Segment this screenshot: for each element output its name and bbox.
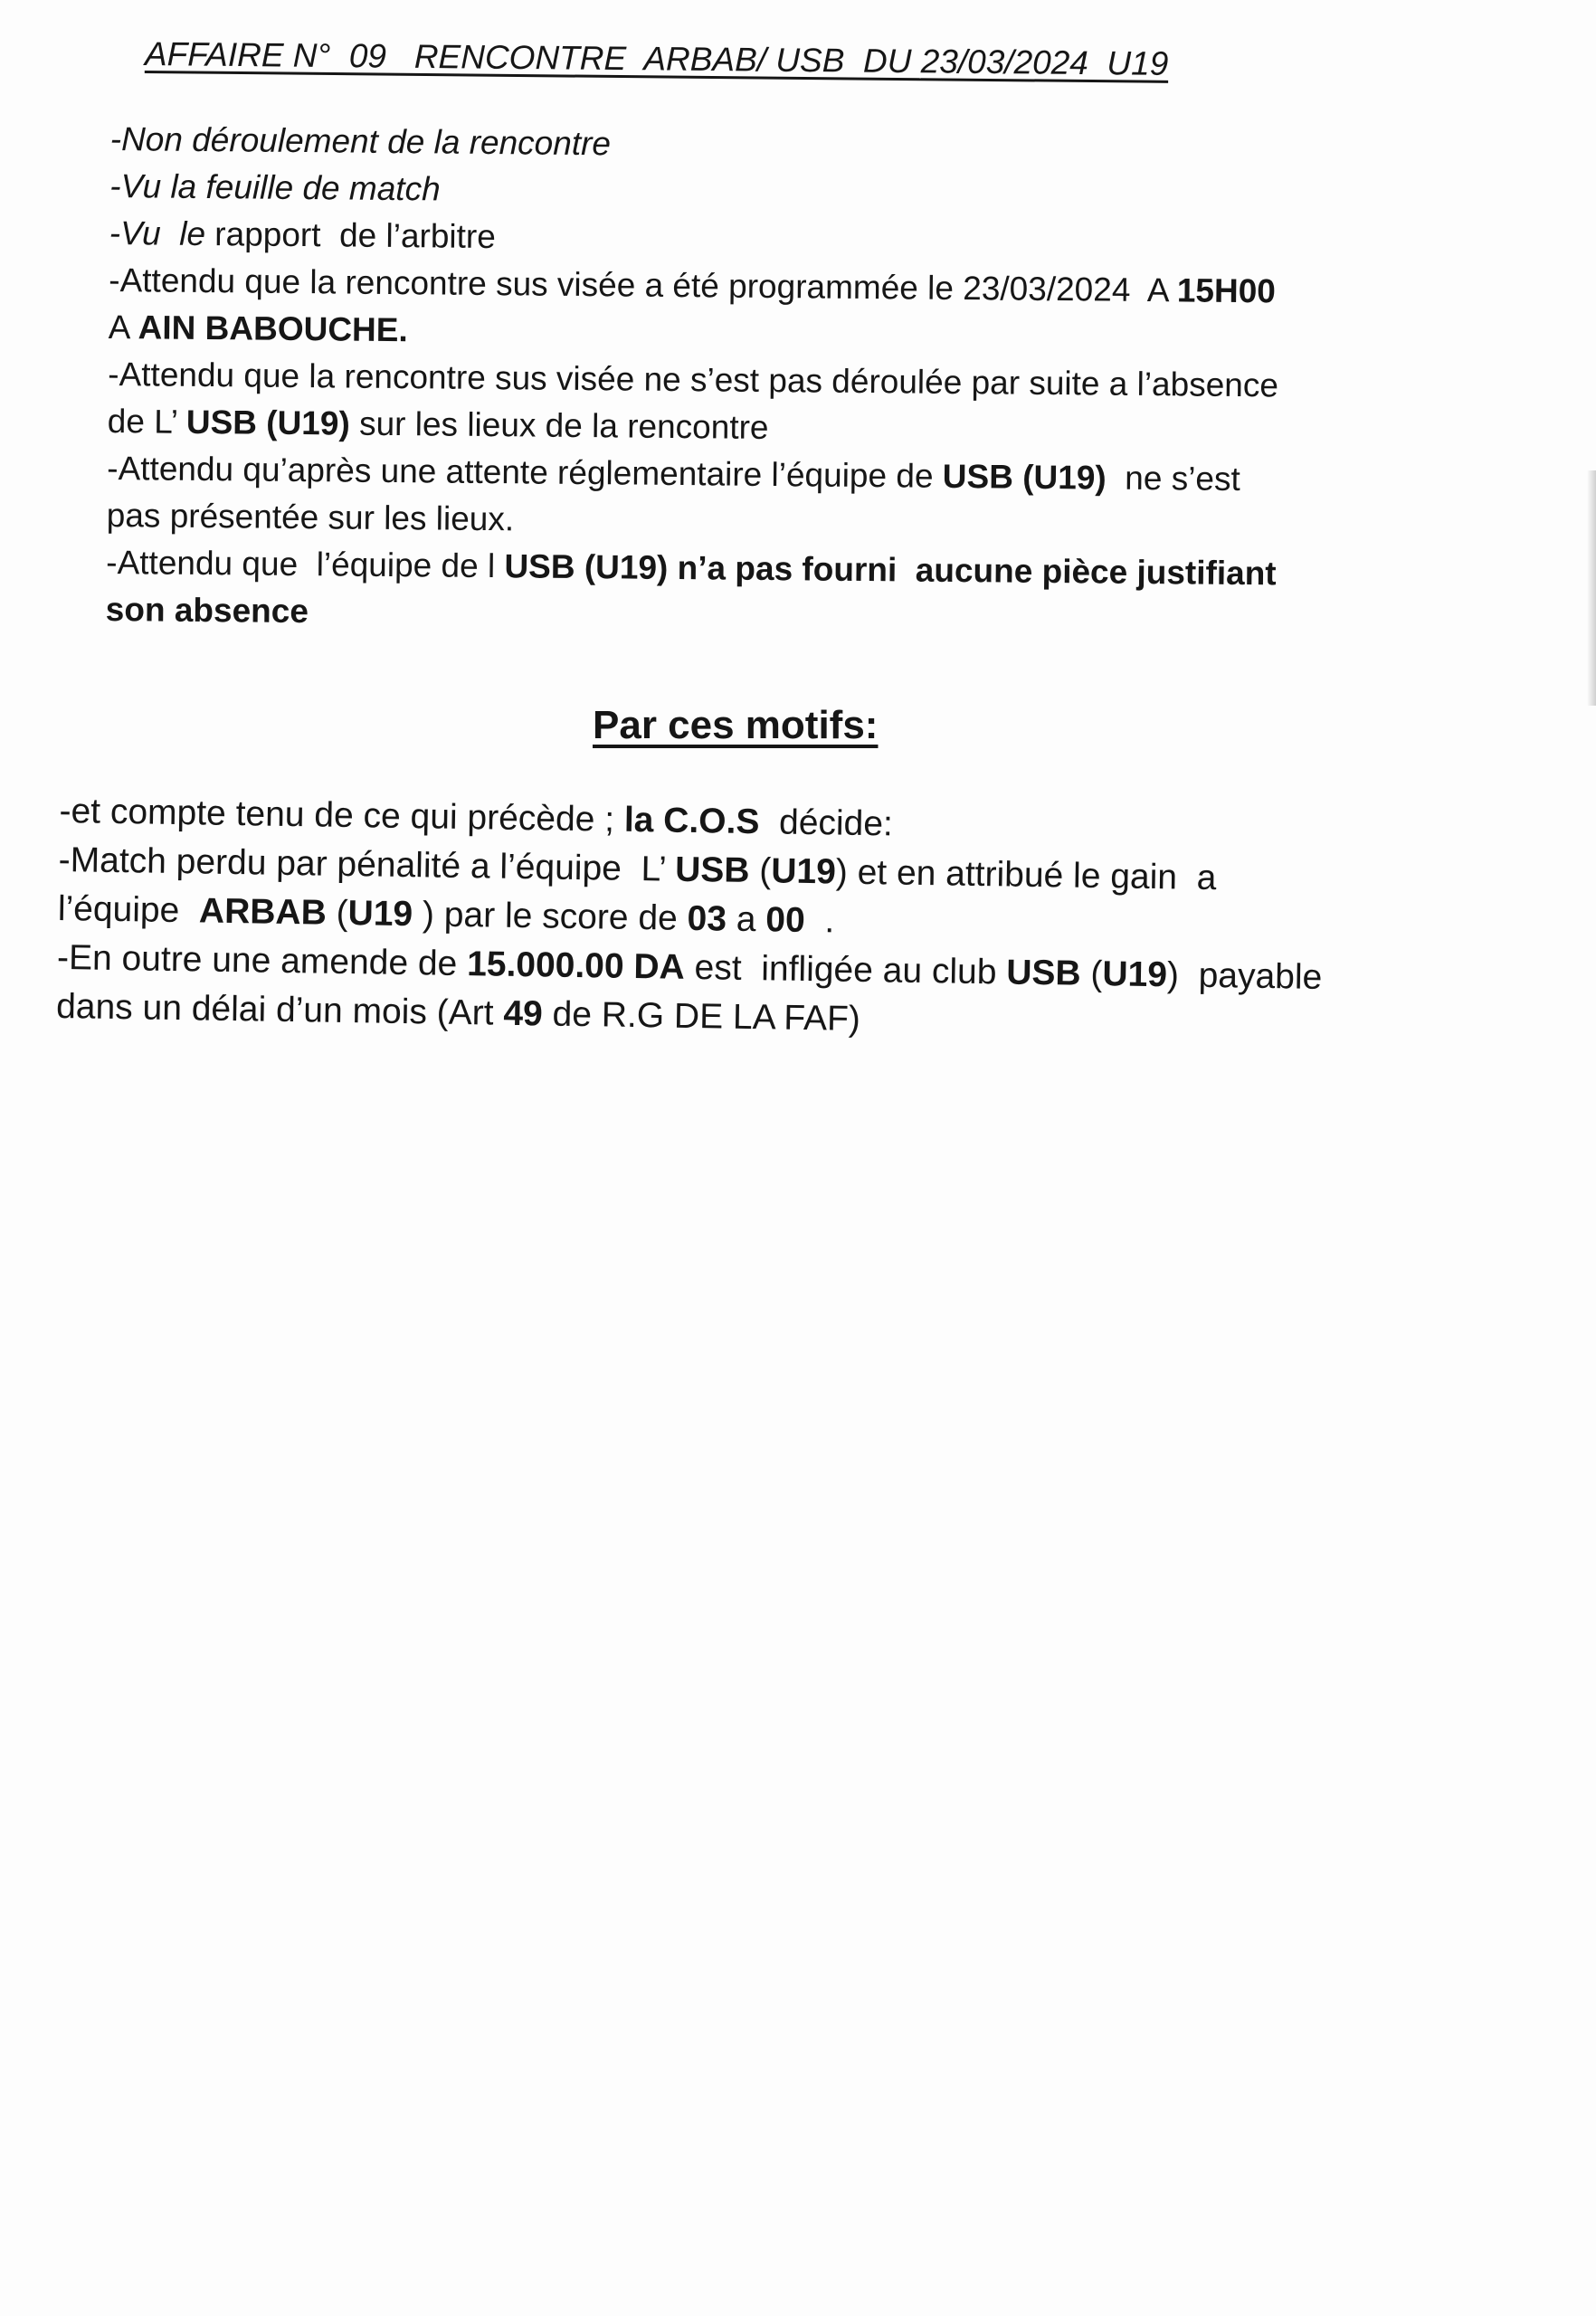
case-title-date: 23/03/2024 U19 (920, 43, 1169, 82)
decision-line-2b: USB (674, 850, 750, 890)
decision-line-2d: U19 (770, 851, 837, 892)
decision-line-3i: . (804, 900, 835, 941)
considerations-block (106, 116, 1377, 645)
consideration-line-11: son absence (105, 590, 309, 631)
decision-line-4b: 15.000.00 DA (466, 944, 686, 987)
decision-line-3b: ARBAB (198, 891, 328, 933)
consideration-line-3a: -Vu le (109, 214, 215, 253)
decision-line-3c: ( (326, 893, 348, 934)
decision-line-2c: ( (749, 850, 772, 891)
consideration-line-2: -Vu la feuille de match (109, 166, 441, 208)
decision-line-3h: 00 (765, 900, 806, 940)
consideration-line-5b: AIN BABOUCHE. (138, 308, 408, 349)
consideration-line-7a: de L’ (107, 402, 187, 441)
decision-line-2e: ) et en attribué le gain a (835, 852, 1217, 898)
decision-line-4d: USB (1005, 953, 1081, 993)
consideration-line-8a: -Attendu qu’après une attente réglementaire l’équipe de (107, 449, 943, 495)
decision-line-1a: -et compte tenu de ce qui précède ; (59, 791, 625, 840)
consideration-line-7c: sur les lieux de la rencontre (349, 404, 769, 446)
consideration-line-8c: ne s’est (1106, 459, 1240, 498)
consideration-line-10a: -Attendu que l’équipe de l (106, 543, 505, 585)
consideration-line-3b: rapport de l’arbitre (214, 215, 497, 256)
decision-line-4c: est infligée au club (684, 947, 1007, 992)
consideration-line-7b: USB (U19) (185, 403, 350, 442)
decision-block (56, 787, 1417, 1053)
decision-line-3g: a (726, 899, 766, 940)
decision-line-1c: décide: (759, 802, 894, 844)
consideration-line-5a: A (108, 308, 138, 346)
decision-line-4e: ( (1080, 954, 1103, 994)
consideration-line-6: -Attendu que la rencontre sus visée ne s’est pas déroulée par suite a l’absence (108, 355, 1279, 404)
case-title-main: AFFAIRE N° 09 RENCONTRE ARBAB/ USB DU (144, 35, 921, 81)
decision-line-3f: 03 (687, 898, 727, 939)
consideration-line-8b: USB (U19) (942, 457, 1107, 497)
section-heading: Par ces motifs: (593, 703, 879, 747)
decision-line-3d: U19 (347, 894, 413, 935)
case-title (145, 31, 1169, 88)
decision-line-5c: de R.G DE LA FAF) (542, 994, 861, 1039)
consideration-line-4a: -Attendu que la rencontre sus visée a été programmée le 23/03/2024 A (109, 261, 1178, 309)
consideration-line-10b: USB (U19) n’a pas fourni aucune pièce justifiant (504, 547, 1277, 593)
consideration-line-9: pas présentée sur les lieux. (106, 496, 515, 538)
scan-edge-shadow (1587, 470, 1596, 706)
decision-line-5a: dans un délai d’un mois (Art (55, 986, 504, 1033)
decision-line-4f: U19 (1102, 954, 1168, 995)
consideration-line-1: -Non déroulement de la rencontre (109, 119, 612, 163)
decision-line-4a: -En outre une amende de (56, 937, 468, 984)
consideration-line-4b: 15H00 (1176, 271, 1277, 310)
decision-line-3e: ) par le score de (412, 895, 688, 938)
decision-line-5b: 49 (503, 993, 544, 1034)
decision-line-1b: la C.O.S (623, 800, 760, 842)
decision-line-2a: -Match perdu par pénalité a l’équipe L’ (58, 840, 676, 889)
decision-line-3a: l’équipe (57, 888, 200, 931)
decision-line-4g: ) payable (1166, 955, 1323, 997)
